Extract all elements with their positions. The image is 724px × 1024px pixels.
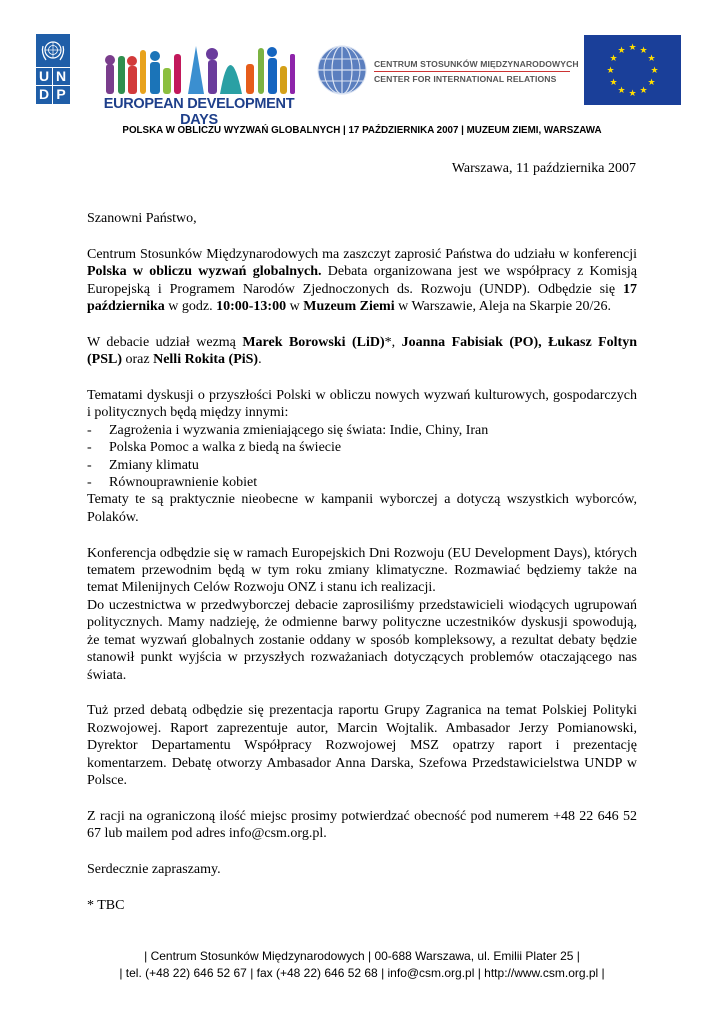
list-item: - Zagrożenia i wyzwania zmieniającego się świata: Indie, Chiny, Iran <box>87 422 489 438</box>
list-item: - Równouprawnienie kobiet <box>87 475 258 491</box>
event-date: 17 października <box>87 281 637 315</box>
svg-text:★: ★ <box>647 54 656 64</box>
undp-logo <box>36 34 70 104</box>
letter-body <box>87 210 637 914</box>
svg-text:★: ★ <box>647 78 656 88</box>
text-span: Centrum Stosunków Międzynarodowych ma zaszczyt zaprosić Państwa do udziału w konferencji <box>87 246 637 262</box>
event-tagline: POLSKA W OBLICZU WYZWAŃ GLOBALNYCH | 17 PAŹDZIERNIKA 2007 | MUZEUM ZIEMI, WARSZAWA <box>122 125 602 136</box>
svg-text:★: ★ <box>606 66 615 76</box>
svg-text:★: ★ <box>628 43 637 53</box>
participant-names: Joanna Fabisiak (PO), Łukasz Foltyn (PSL) <box>87 334 637 368</box>
undp-letter-d: D <box>38 86 50 102</box>
closing: Serdecznie zapraszamy. <box>87 861 221 877</box>
participant-name: Marek Borowski (LiD) <box>242 334 385 350</box>
paragraph-participants <box>87 334 637 369</box>
svg-text:★: ★ <box>609 78 618 88</box>
globe-icon <box>316 44 368 96</box>
paragraph-report: Tuż przed debatą odbędzie się prezentacja raportu Grupy Zagranica na temat Polskiej Polityki Rozwojowej. Raport zaprezentuje autor, Marcin Wojtalik. Ambasador Jerzy Pomianowski, Dyrektor Departamentu Współpracy Rozwojowej MSZ opatrzy raport i prezentację komentarzem. Debatę otworzy Ambasador Anna Darska, Szefowa Przedstawicielstwa UNDP w Polsce. <box>87 703 637 788</box>
footnote: * TBC <box>87 897 125 913</box>
text-span: w <box>286 299 304 315</box>
svg-text:★: ★ <box>628 89 637 99</box>
text-span: w godz. <box>164 299 217 315</box>
text-span: . <box>258 352 262 368</box>
undp-letter-n: N <box>55 68 67 84</box>
svg-text:★: ★ <box>617 46 626 56</box>
undp-letter-u: U <box>38 68 50 84</box>
topic-text: Równouprawnienie kobiet <box>109 475 258 491</box>
paragraph-context: Konferencja odbędzie się w ramach Europejskich Dni Rozwoju (EU Development Days), których tematem przewodnim będą w tym roku zmiany klimatyczne. Rozmawiać będziemy także na temat Milenijnych Celów Rozwoju ONZ i stanu ich realizacji. <box>87 545 637 596</box>
paragraph-topics-outro: Tematy te są praktycznie nieobecne w kampanii wyborczej a dotyczą wszystkich wyborców, Polaków. <box>87 492 637 525</box>
text-span: W debacie udział wezmą <box>87 334 243 350</box>
edd-title: EUROPEAN DEVELOPMENT DAYS <box>103 96 295 128</box>
csm-name-en: CENTER FOR INTERNATIONAL RELATIONS <box>374 74 557 84</box>
svg-text:★: ★ <box>639 86 648 96</box>
undp-letter-p: P <box>56 86 66 102</box>
csm-divider <box>374 71 570 72</box>
csm-logo <box>316 44 579 100</box>
paragraph-debate: Do uczestnictwa w przedwyborczej debacie zaprosiliśmy przedstawicieli wiodących ugrupowań politycznych. Mamy nadzieję, że odmienne barwy polityczne uczestników dyskusji spowodują, że temat wyzwań globalnych zostanie oddany w sposób kompleksowy, a rezultat debaty będzie stanowił punkt wyjścia w przyszłych rozważaniach dotyczących problemów otaczającego nas świata. <box>87 597 637 683</box>
footer-contact: | tel. (+48 22) 646 52 67 | fax (+48 22) 646 52 68 | info@csm.org.pl | http://www.csm.org.pl | <box>119 966 605 980</box>
eu-flag <box>584 35 681 105</box>
svg-text:★: ★ <box>639 46 648 56</box>
text-span: Debata organizowana jest we współpracy z Komisją Europejską i Programem Narodów Zjednoczonych ds. Rozwoju (UNDP). Odbędzie się <box>87 264 637 297</box>
letter-date: Warszawa, 11 października 2007 <box>451 161 636 176</box>
topic-text: Zagrożenia i wyzwania zmieniającego się świata: Indie, Chiny, Iran <box>109 422 489 438</box>
edd-figures-icon <box>100 36 298 96</box>
footer-address: | Centrum Stosunków Międzynarodowych | 00-688 Warszawa, ul. Emilii Plater 25 | <box>144 949 580 963</box>
paragraph-topics-intro: Tematami dyskusji o przyszłości Polski w obliczu nowych wyzwań kulturowych, gospodarczych i politycznych będą między innymi: <box>87 388 637 421</box>
text-span: w Warszawie, Aleja na Skarpie 20/26. <box>394 299 611 315</box>
eu-stars-icon <box>584 35 681 105</box>
event-venue: Muzeum Ziemi <box>303 299 395 315</box>
text-span: oraz <box>122 352 154 368</box>
svg-text:★: ★ <box>617 86 626 96</box>
conference-title: Polska w obliczu wyzwań globalnych. <box>87 264 322 280</box>
salutation: Szanowni Państwo, <box>87 211 197 226</box>
topic-text: Polska Pomoc a walka z biedą na świecie <box>109 440 342 456</box>
european-development-days-logo <box>100 36 298 128</box>
event-time: 10:00-13:00 <box>216 299 287 315</box>
paragraph-rsvp: Z racji na ograniczoną ilość miejsc prosimy potwierdzać obecność pod numerem +48 22 646 52 67 lub mailem pod adres info@csm.org.pl. <box>87 808 637 842</box>
svg-text:★: ★ <box>609 54 618 64</box>
logo-row <box>0 34 724 128</box>
svg-text:★: ★ <box>650 66 659 76</box>
csm-name-pl: CENTRUM STOSUNKÓW MIĘDZYNARODOWYCH <box>374 59 579 69</box>
list-item: - Zmiany klimatu <box>87 457 199 473</box>
un-emblem-icon <box>38 36 68 66</box>
paragraph-invitation <box>87 246 637 316</box>
footer <box>0 948 724 982</box>
text-span: *, <box>384 334 402 350</box>
list-item: - Polska Pomoc a walka z biedą na świecie <box>87 440 342 456</box>
participant-name: Nelli Rokita (PiS) <box>153 352 259 368</box>
topic-text: Zmiany klimatu <box>109 457 199 473</box>
